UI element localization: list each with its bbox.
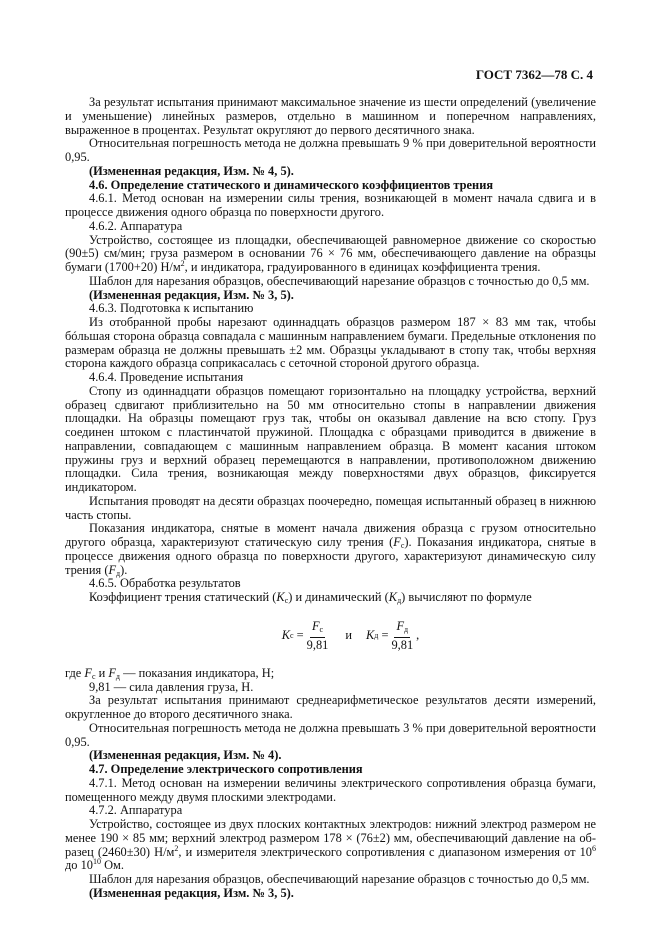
text-run: 2 xyxy=(180,259,185,268)
text-run: За результат испытания принимают среднеарифметическое результатов десяти измерений, округленное до второго десятичного знака. xyxy=(65,693,596,721)
paragraph xyxy=(65,804,596,818)
section-heading xyxy=(65,165,596,179)
text-run: и xyxy=(95,665,109,680)
formula-denominator: 9,81 xyxy=(306,638,329,653)
paragraph xyxy=(65,873,596,887)
text-run: F xyxy=(108,562,117,577)
document-body xyxy=(65,96,596,901)
formula-numerator: F xyxy=(311,619,320,634)
text-run: с xyxy=(400,541,405,550)
text-run: 4.6.1. Метод основан на измерении силы трения, возникающей в момент начала сдвига и в процессе движения одного образца по поверхности другого. xyxy=(65,191,596,219)
formula-sub: с xyxy=(319,625,324,635)
text-run: 4.7.1. Метод основан на измерении величины электрического сопротивления образца бумаги, помещенного между двумя плоскими электродами. xyxy=(65,775,596,804)
paragraph xyxy=(65,495,596,523)
formula-sub: с xyxy=(290,630,294,640)
text-run: 4.7. Определение электрического сопротивления xyxy=(89,762,363,776)
text-run: , и индикатора, градуированного в единицах коэффициента трения. xyxy=(184,260,541,274)
text-run: д xyxy=(397,596,402,605)
text-run: 4.6.2. Аппаратура xyxy=(89,218,183,233)
text-run: с xyxy=(284,596,289,605)
friction-coefficient-formula xyxy=(65,605,596,667)
text-run: Шаблон для нарезания образцов, обеспечивающий нарезание образцов с точностью до 0,5 мм. xyxy=(89,872,590,886)
text-run: 2 xyxy=(174,843,179,853)
formula-k-dynamic: K xyxy=(366,627,375,642)
text-run: 4.6.5. Обработка результатов xyxy=(89,576,241,591)
text-run: — показания индикатора, Н; xyxy=(120,665,275,680)
section-heading xyxy=(65,749,596,763)
text-run: Относительная погрешность метода не должна превышать 9 % при доверительной вероятности 0,95. xyxy=(65,136,596,164)
text-run: F xyxy=(108,665,116,680)
text-run: (Измененная редакция, Изм. № 4, 5). xyxy=(89,163,294,178)
text-run: (Измененная редакция, Изм. № 4). xyxy=(89,748,282,763)
section-heading xyxy=(65,887,596,901)
formula-numerator: F xyxy=(396,619,405,634)
paragraph xyxy=(65,591,596,605)
text-run: 6 xyxy=(592,843,596,853)
text-run: K xyxy=(388,590,398,604)
formula-equals: = xyxy=(296,627,304,642)
paragraph xyxy=(65,316,596,371)
paragraph xyxy=(65,818,596,873)
text-run: где xyxy=(65,665,85,680)
text-run: (Измененная редакция, Изм. № 3, 5). xyxy=(89,287,294,302)
paragraph xyxy=(65,681,596,695)
text-run: ). Показания индикатора, снятые в процессе движения одного образца по поверхности другого, характеризуют динамическую силу трения ( xyxy=(65,535,596,577)
paragraph xyxy=(65,137,596,165)
paragraph xyxy=(65,577,596,591)
text-run: 10 xyxy=(93,857,101,867)
formula-sub: д xyxy=(374,630,379,640)
text-run: Устройство, состоящее из двух плоских контактных электродов: нижний электрод размером не менее 190 × 85 мм; верхний электрод размером 178 × (76±2) мм, обеспечивающий давление на образец (2460±30) Н/м xyxy=(65,817,596,859)
formula-fraction-dynamic xyxy=(391,619,413,652)
text-run: д xyxy=(116,568,121,578)
formula-sub: д xyxy=(404,625,409,635)
text-run: 4.6.4. Проведение испытания xyxy=(89,370,244,384)
text-run: F xyxy=(393,535,401,549)
text-run: ) и динамический ( xyxy=(288,590,389,604)
text-run: Ом. xyxy=(101,858,124,873)
text-run: до 10 xyxy=(65,858,93,873)
text-run: (Измененная редакция, Изм. № 3, 5). xyxy=(89,885,294,900)
text-run: 9,81 — сила давления груза, Н. xyxy=(89,679,254,694)
text-run: 4.6.3. Подготовка к испытанию xyxy=(89,301,254,316)
section-heading xyxy=(65,179,596,193)
paragraph xyxy=(65,722,596,750)
formula-comma: , xyxy=(416,627,420,642)
paragraph xyxy=(65,777,596,805)
formula-denominator: 9,81 xyxy=(391,638,414,653)
text-run: 4.7.2. Аппаратура xyxy=(89,803,183,818)
text-run: 4.6. Определение статического и динамического коэффициентов трения xyxy=(89,177,494,192)
paragraph xyxy=(65,96,596,137)
paragraph xyxy=(65,192,596,220)
text-run: Показания индикатора, снятые в момент начала движения образца с грузом относительно другого образца, характеризуют статическую силу трения ( xyxy=(65,521,596,549)
paragraph xyxy=(65,667,596,681)
formula-fraction-static xyxy=(307,619,329,652)
formula-k-static: K xyxy=(281,627,290,642)
text-run: За результат испытания принимают максимальное значение из шести определений (увеличение и уменьшение) линейных размеров, отдельно в машинном и поперечном направлениях, выраженное в процентах. Результат округляют до первого десятичного знака. xyxy=(65,95,596,137)
text-run: ). xyxy=(120,562,128,577)
formula-equals: = xyxy=(381,627,389,642)
formula-conjunction: и xyxy=(345,627,352,642)
text-run: F xyxy=(84,665,92,680)
section-heading xyxy=(65,289,596,303)
text-run: ) вычисляют по формуле xyxy=(401,590,532,604)
text-run: Коэффициент трения статический ( xyxy=(89,590,277,604)
text-run: с xyxy=(91,671,96,681)
text-run: Стопу из одиннадцати образцов помещают горизонтально на площадку устройства, верхний образец сдвигают приблизительно на 50 мм относительно стопы в направлении движения площадки. На образцы помещают груз так, чтобы он оказывал давление на всю стопу. Груз соединен штоком с пластинчатой пружиной. Площадка с образцами приводится в движение в направлении, совпадающем с машинным направлением образца. В момент касания штоком пружины груз и верхний образец перемещаются в направлении, противоположном движению площадки. Сила трения, возникающая между поверхностями двух образцов, фиксируется индикатором. xyxy=(65,383,596,494)
paragraph xyxy=(65,694,596,722)
paragraph xyxy=(65,371,596,385)
paragraph xyxy=(65,234,596,275)
section-heading xyxy=(65,763,596,777)
paragraph xyxy=(65,302,596,316)
text-run: Относительная погрешность метода не должна превышать 3 % при доверительной вероятности 0,95. xyxy=(65,720,596,749)
paragraph xyxy=(65,385,596,495)
text-run: , и измерителя электрического сопротивления с диапазоном измерения от 10 xyxy=(178,844,592,859)
text-run: Устройство, состоящее из площадки, обеспечивающей равномерное движение со скоростью (90±5) см/мин; груза размером в основании 76 × 76 мм, обеспечивающего давление на образцы бумаги (1700+20) Н/м xyxy=(65,232,596,274)
text-run: Шаблон для нарезания образцов, обеспечивающий нарезание образцов с точностью до 0,5 мм. xyxy=(89,273,590,288)
text-run: Испытания проводят на десяти образцах поочередно, помещая испытанный образец в нижнюю часть стопы. xyxy=(65,493,596,522)
text-run: Из отобранной пробы нарезают одиннадцать образцов размером 187 × 83 мм так, чтобы бóльшая сторона образца совпадала с машинным направлением бумаги. Предельные отклонения по размерам образца не должны превышать ±2 мм. Образцы укладывают в стопу так, чтобы верхняя сторона каждого образца соприкасалась с сеточной стороной другого образца. xyxy=(65,315,596,371)
text-run: д xyxy=(115,671,120,681)
text-run: K xyxy=(276,590,285,604)
page-header: ГОСТ 7362—78 С. 4 xyxy=(475,67,593,82)
paragraph xyxy=(65,522,596,577)
paragraph xyxy=(65,275,596,289)
paragraph xyxy=(65,220,596,234)
